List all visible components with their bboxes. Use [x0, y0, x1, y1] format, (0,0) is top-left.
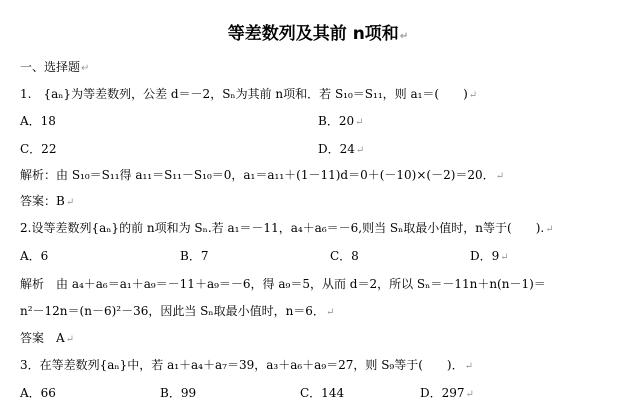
paragraph-mark-icon: ↵ [500, 252, 509, 263]
q2-analysis-line2 [20, 303, 334, 321]
paragraph-mark-icon: ↵ [495, 171, 505, 182]
q2-analysis-line1: 解析 由 a₄＋a₆＝a₁＋a₉＝－11＋a₉＝－6，得 a₉＝5，从而 d＝2，所以 Sₙ＝－11n＋n(n－1)＝ [20, 277, 546, 291]
q2-option-d [470, 248, 509, 266]
q3-option-a: A．66 [20, 386, 56, 400]
q3-option-c: C．144 [300, 386, 345, 400]
q1-answer [20, 193, 74, 211]
q1-stem [20, 86, 477, 104]
paragraph-mark-icon: ↵ [399, 31, 409, 42]
q2-answer [20, 330, 74, 348]
q3-option-d [420, 385, 474, 403]
paragraph-mark-icon: ↵ [465, 389, 474, 400]
q2-answer-text: 答案 A [20, 331, 65, 345]
q1-option-d [318, 141, 364, 159]
q2-stem [20, 220, 554, 238]
q1-stem-text: 1. {aₙ}为等差数列，公差 d＝－2，Sₙ为其前 n项和．若 S₁₀＝S₁₁，则 a₁＝( ) [20, 87, 468, 101]
q1-option-c: C．22 [20, 142, 57, 156]
q2-analysis-line2-text: n²－12n＝(n－6)²－36，因此当 Sₙ取最小值时，n＝6． [20, 304, 325, 318]
q2-option-a: A．6 [20, 249, 49, 263]
paragraph-mark-icon: ↵ [468, 90, 478, 101]
q3-option-d-text: D．297 [420, 386, 465, 400]
section-heading [20, 59, 89, 77]
paragraph-mark-icon: ↵ [464, 361, 473, 372]
q1-option-b-text: B．20 [318, 114, 355, 128]
paragraph-mark-icon: ↵ [355, 145, 365, 156]
section-heading-text: 一、选择题 [20, 60, 81, 74]
paragraph-mark-icon: ↵ [355, 117, 364, 128]
q2-option-b: B．7 [180, 249, 209, 263]
q1-option-a: A．18 [20, 114, 56, 128]
q3-option-b: B．99 [160, 386, 197, 400]
paragraph-mark-icon: ↵ [65, 197, 75, 208]
q3-stem-text: 3．在等差数列{aₙ}中，若 a₁＋a₄＋a₇＝39，a₃＋a₆＋a₉＝27，则 S₉等于( )． [20, 358, 464, 372]
title-text: 等差数列及其前 n项和 [227, 24, 399, 44]
document-title [0, 22, 636, 49]
paragraph-mark-icon: ↵ [325, 307, 335, 318]
paragraph-mark-icon: ↵ [81, 63, 90, 74]
q1-option-d-text: D．24 [318, 142, 355, 156]
q2-option-d-text: D．9 [470, 249, 500, 263]
q1-analysis [20, 167, 504, 185]
q1-analysis-text: 解析：由 S₁₀＝S₁₁得 a₁₁＝S₁₁－S₁₀＝0，a₁＝a₁₁＋(1－11)d＝0＋(－10)×(－2)＝20． [20, 168, 495, 182]
paragraph-mark-icon: ↵ [545, 224, 554, 235]
paragraph-mark-icon: ↵ [65, 334, 75, 345]
q2-option-c: C．8 [330, 249, 359, 263]
q1-option-b [318, 113, 363, 131]
q2-stem-text: 2.设等差数列{aₙ}的前 n项和为 Sₙ.若 a₁＝－11，a₄＋a₆＝－6,则当 Sₙ取最小值时，n等于( ). [20, 221, 545, 235]
q3-stem [20, 357, 473, 375]
q1-answer-text: 答案：B [20, 194, 65, 208]
